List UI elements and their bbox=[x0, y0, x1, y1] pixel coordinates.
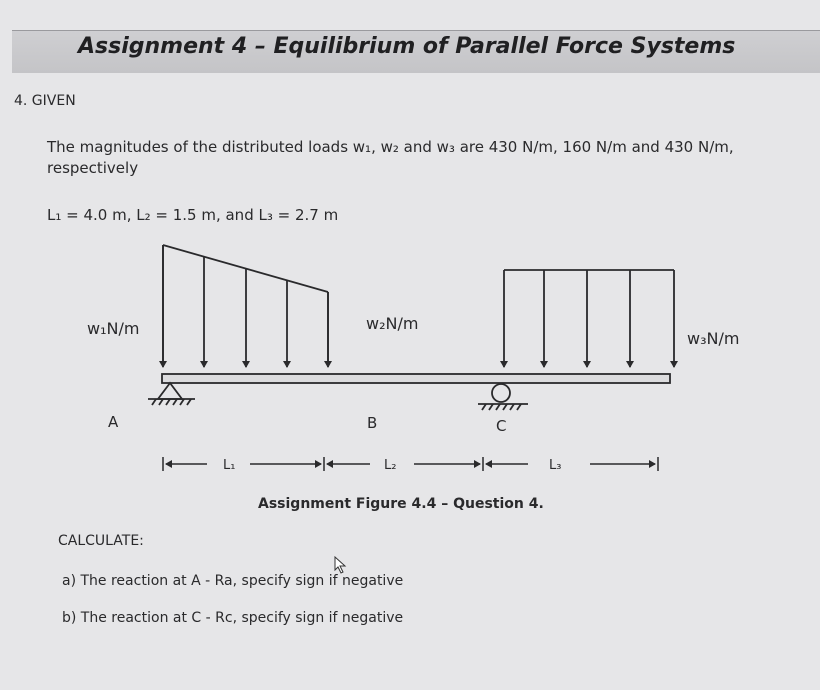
given-text-line-1: The magnitudes of the distributed loads w₁, w₂ and w₃ are 430 N/m, 160 N/m and 430 N/m, bbox=[47, 138, 734, 156]
question-number: 4. GIVEN bbox=[14, 93, 76, 109]
w2-label: w₂N/m bbox=[366, 314, 419, 333]
w1-label: w₁N/m bbox=[87, 319, 140, 338]
lengths-text: L₁ = 4.0 m, L₂ = 1.5 m, and L₃ = 2.7 m bbox=[47, 206, 339, 224]
point-c-label: C bbox=[496, 417, 507, 435]
page-title: Assignment 4 – Equilibrium of Parallel Force Systems bbox=[78, 34, 736, 59]
question-b: b) The reaction at C - Rc, specify sign if negative bbox=[62, 610, 404, 626]
trapezoid-load bbox=[163, 245, 328, 367]
w3-label: w₃N/m bbox=[687, 329, 740, 348]
point-a-label: A bbox=[108, 413, 119, 431]
pin-support-a bbox=[148, 383, 195, 405]
l3-label: L₃ bbox=[549, 458, 562, 473]
beam bbox=[162, 374, 670, 383]
roller-support-c bbox=[478, 384, 528, 410]
figure-caption: Assignment Figure 4.4 – Question 4. bbox=[258, 496, 544, 512]
question-a: a) The reaction at A - Ra, specify sign if negative bbox=[62, 573, 404, 589]
l1-label: L₁ bbox=[223, 458, 236, 473]
mouse-cursor-icon bbox=[334, 556, 348, 574]
l2-label: L₂ bbox=[384, 458, 397, 473]
uniform-load bbox=[504, 270, 674, 367]
beam-figure bbox=[70, 235, 770, 485]
given-text-line-2: respectively bbox=[47, 159, 139, 177]
dimension-lines bbox=[163, 457, 658, 471]
calculate-heading: CALCULATE: bbox=[58, 533, 144, 549]
point-b-label: B bbox=[367, 414, 378, 432]
